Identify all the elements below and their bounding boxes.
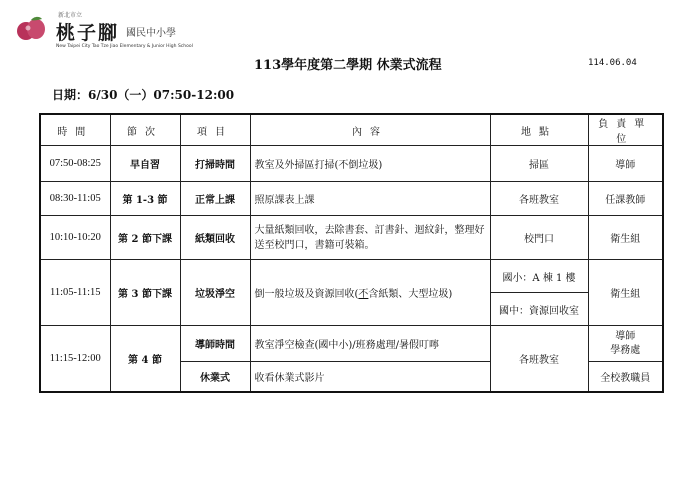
cell-period: 第 1-3 節 xyxy=(110,182,180,216)
cell-time: 07:50-08:25 xyxy=(40,146,110,182)
content-text-pre: 倒一般垃圾及資源回收( xyxy=(254,289,359,300)
cell-unit-homeroom xyxy=(588,326,663,362)
table-row xyxy=(40,182,663,216)
col-header-time: 時間 xyxy=(40,114,110,146)
table-row xyxy=(40,146,663,182)
cell-time: 10:10-10:20 xyxy=(40,216,110,260)
unit-line-1: 導師 xyxy=(615,330,636,342)
cell-item: 紙類回收 xyxy=(180,216,250,260)
col-header-content: 內容 xyxy=(250,114,490,146)
cell-unit: 衛生組 xyxy=(588,260,663,326)
cell-period: 第 4 節 xyxy=(110,326,180,392)
content-text-post: 含紙類、大型垃圾) xyxy=(368,289,453,300)
peach-logo-icon xyxy=(14,14,50,44)
logo-english: New Taipei City Tao Tze Jiao Elementary & Junior High School xyxy=(56,44,193,49)
table-row xyxy=(40,260,663,293)
cell-place: 校門口 xyxy=(490,216,588,260)
document-date: 114.06.04 xyxy=(588,58,637,68)
table-row xyxy=(40,326,663,362)
logo-kind: 國民中小學 xyxy=(126,28,176,39)
cell-content-closing: 收看休業式影片 xyxy=(250,362,490,392)
cell-period: 第 3 節下課 xyxy=(110,260,180,326)
table-row xyxy=(40,216,663,260)
cell-content: 教室及外掃區打掃(不倒垃圾) xyxy=(250,146,490,182)
cell-place: 各班教室 xyxy=(490,182,588,216)
logo-subtitle: 新北市立 xyxy=(58,12,83,19)
cell-content: 大量紙類回收，去除書套、訂書針、迴紋針，整理好送至校門口，書籍可裝箱。 xyxy=(250,216,490,260)
cell-period: 第 2 節下課 xyxy=(110,216,180,260)
cell-item-homeroom: 導師時間 xyxy=(180,326,250,362)
cell-content: 照原課表上課 xyxy=(250,182,490,216)
col-header-place: 地點 xyxy=(490,114,588,146)
table-header-row xyxy=(40,114,663,146)
cell-time: 11:05-11:15 xyxy=(40,260,110,326)
cell-unit-closing: 全校教職員 xyxy=(588,362,663,392)
cell-place-junior: 國中：資源回收室 xyxy=(490,293,588,326)
cell-item: 正常上課 xyxy=(180,182,250,216)
cell-time: 11:15-12:00 xyxy=(40,326,110,392)
schedule-date: 日期：6/30（一）07:50-12:00 xyxy=(52,88,235,102)
page-title: 113學年度第二學期 休業式流程 xyxy=(254,58,442,73)
cell-content xyxy=(250,260,490,326)
cell-item: 垃圾淨空 xyxy=(180,260,250,326)
cell-unit: 任課教師 xyxy=(588,182,663,216)
cell-item: 打掃時間 xyxy=(180,146,250,182)
school-logo xyxy=(12,6,192,50)
schedule-table xyxy=(39,113,664,393)
col-header-item: 項目 xyxy=(180,114,250,146)
cell-unit: 衛生組 xyxy=(588,216,663,260)
cell-item-closing: 休業式 xyxy=(180,362,250,392)
col-header-period: 節次 xyxy=(110,114,180,146)
cell-place: 各班教室 xyxy=(490,326,588,392)
cell-unit: 導師 xyxy=(588,146,663,182)
cell-place: 掃區 xyxy=(490,146,588,182)
cell-place-elementary: 國小：A 棟 1 樓 xyxy=(490,260,588,293)
logo-name: 桃子腳 xyxy=(56,22,120,44)
cell-period: 早自習 xyxy=(110,146,180,182)
unit-line-2: 學務處 xyxy=(610,344,641,356)
cell-time: 08:30-11:05 xyxy=(40,182,110,216)
col-header-unit: 負責單位 xyxy=(588,114,663,146)
content-text-underlined: 不 xyxy=(358,289,369,300)
cell-content-homeroom: 教室淨空檢查(國中小)/班務處理/暑假叮嚀 xyxy=(250,326,490,362)
